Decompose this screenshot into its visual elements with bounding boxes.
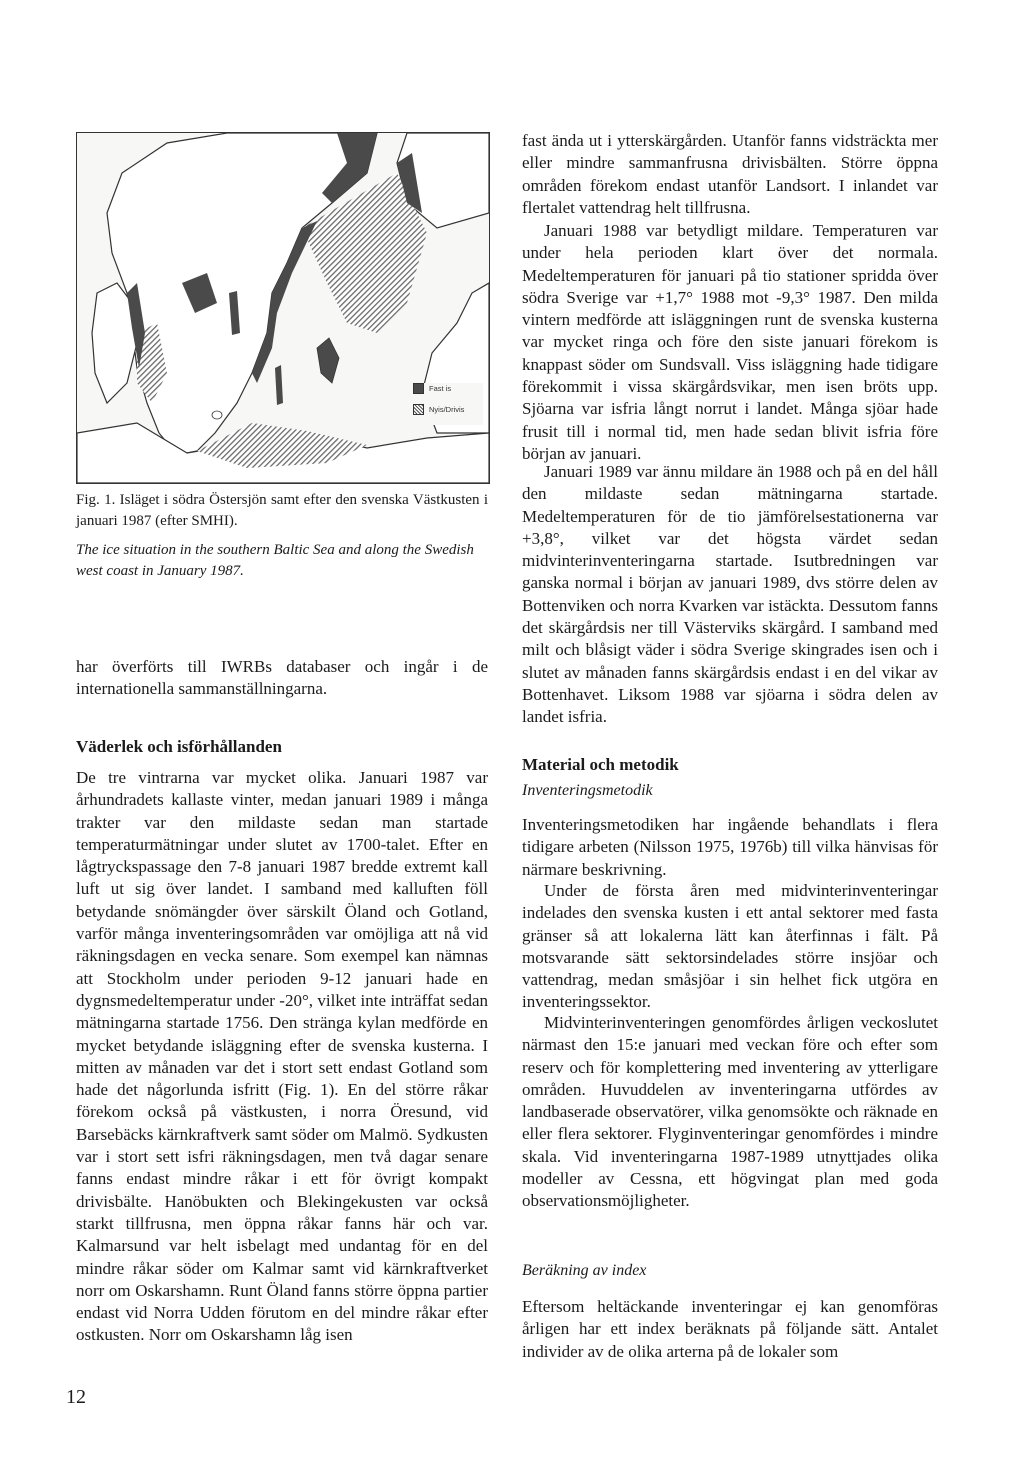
fast-ice-swatch	[413, 383, 424, 394]
figure-caption-swedish: Fig. 1. Isläget i södra Östersjön samt efter den svenska Västkusten i januari 1987 (efter SMHI).	[76, 492, 488, 529]
right-paragraph-1: fast ända ut i ytterskärgården. Utanför fanns vidsträckta mer eller mindre sammanfrusna drivisbälten. Större öppna områden förekom endast utanför Landsort. I inlandet var flertalet vattendrag helt tillfrusna.	[522, 131, 938, 217]
right-paragraph-5: Under de första åren med midvinterinventeringar indelades den svenska kusten i ett antal sektorer med fasta gränser så att lokalerna lätt kan återfinnas i fält. På motsvarande sätt sektorsindelades större insjöar och vattendrag, medan småsjöar i sin helhet fick utgöra en inventeringssektor.	[522, 881, 938, 1012]
right-paragraph-3: Januari 1989 var ännu mildare än 1988 och på en del håll den mildaste sedan mätningarna startade. Medeltemperaturen för de tio jämförelsestationerna var +3,8°, vilket var det högsta värdet sedan midvinterinventeringarna startade. Isutbredningen var ganska normal i början av januari 1989, dvs större delen av Bottenviken och norra Kvarken var istäckta. Dessutom fanns det skärgårdsis ner till Västerviks skärgård. I samband med milt och blåsigt väder i södra Sverige skingrades isen och i slutet av månaden fanns skärgårdsis endast i en del vikar av Bottenhavet. Liksom 1988 var sjöarna i södra delen av landet isfria.	[522, 462, 938, 727]
subheading-inventory-method: Inventeringsmetodik	[522, 782, 653, 799]
gotland-island	[317, 338, 339, 383]
legend-item-fast-ice	[413, 383, 483, 394]
bornholm-island	[212, 411, 222, 419]
oland-island	[275, 365, 283, 405]
legend-item-drift-ice	[413, 404, 483, 415]
map-legend	[413, 383, 483, 425]
figure-caption-english: The ice situation in the southern Baltic Sea and along the Swedish west coast in January 1987.	[76, 542, 474, 579]
section-heading-methods: Material och metodik	[522, 755, 679, 774]
left-body-paragraph: De tre vintrarna var mycket olika. Januari 1987 var århundradets kallaste vinter, medan januari 1989 i många trakter var den mildaste sedan man startade temperaturmätningar under slutet av 1700-talet. Efter en lågtryckspassage den 7-8 januari 1987 bredde extremt kall luft ut sig över landet. I samband med kalluften föll betydande snömängder över särskilt Öland och Gotland, varför många inventeringsområden var omöjliga att nå vid räkningsdagen en vecka senare. Som exempel kan nämnas att Stockholm under perioden 9-12 januari hade en dygnsmedeltemperatur under -20°, vilket inte inträffat sedan mätningarna startade 1756. Den stränga kylan medförde en mycket betydande isläggning efter de svenska kusterna. I mitten av månaden var det i stort sett endast Gotland som hade det någorlunda isfritt (Fig. 1). En del större råkar förekom också på västkusten, i norra Öresund, vid Barsebäcks kärnkraftverk samt söder om Malmö. Sydkusten var i stort sett isfri räkningsdagen, men två dagar senare fanns endast mindre råkar i ett för övrigt kompakt drivisbälte. Hanöbukten och Blekingekusten var också starkt tillfrusna, men öppna råkar fanns här och var. Kalmarsund var helt isbelagt med undantag för en del mindre råkar söder om Kalmar samt vid kärnkraftverket norr om Oskarshamn. Runt Öland fanns större öppna partier endast vid Norra Udden förutom en del mindre råkar efter ostkusten. Norr om Oskarshamn låg isen	[76, 768, 488, 1345]
legend-label-drift-ice: Nyis/Drivis	[429, 405, 465, 414]
subheading-index-calculation: Beräkning av index	[522, 1262, 647, 1279]
page-number: 12	[66, 1386, 86, 1408]
section-heading-weather: Väderlek och isförhållanden	[76, 737, 282, 756]
drift-ice-swatch	[413, 404, 424, 415]
right-paragraph-6: Midvinterinventeringen genomfördes årligen veckoslutet närmast den 15:e januari med veckan före och efter som reserv och för komplettering med inventering av ytterligare områden. Huvuddelen av inventeringarna utfördes av landbaserade observatörer, vilka genomsökte och räknade en eller flera sektorer. Flyginventeringar genomfördes i mindre skala. Vid inventeringarna 1987-1989 utnyttjades olika modeller av Cessna, ett högvingat plan med goda observationsmöjligheter.	[522, 1013, 938, 1211]
left-intro-paragraph: har överförts till IWRBs databaser och ingår i de internationella sammanställningarna.	[76, 657, 488, 699]
baltic-ice-map	[77, 133, 489, 483]
right-paragraph-4: Inventeringsmetodiken har ingående behandlats i flera tidigare arbeten (Nilsson 1975, 1976b) till vilka hänvisas för närmare beskrivning.	[522, 815, 938, 879]
legend-label-fast-ice: Fast is	[429, 384, 452, 393]
right-paragraph-2: Januari 1988 var betydligt mildare. Temperaturen var under hela perioden klart över det normala. Medeltemperaturen för januari på tio stationer spridda över södra Sverige var +1,7° 1988 mot -9,3° 1987. Den milda vintern medförde att isläggningen runt de svenska kusterna var mycket ringa och före den siste januari förekom is knappast söder om Sundsvall. Viss isläggning hade tidigare förekommit i vissa skärgårdsvikar, men isen bröts upp. Sjöarna var isfria långt norrut i landet. Många sjöar hade frusit till i normal tid, men hade sedan blivit isfria före början av januari.	[522, 221, 938, 463]
ice-map-figure	[76, 132, 490, 484]
right-paragraph-7: Eftersom heltäckande inventeringar ej kan genomföras årligen har ett index beräknats på följande sätt. Antalet individer av de olika arterna på de lokaler som	[522, 1297, 938, 1361]
